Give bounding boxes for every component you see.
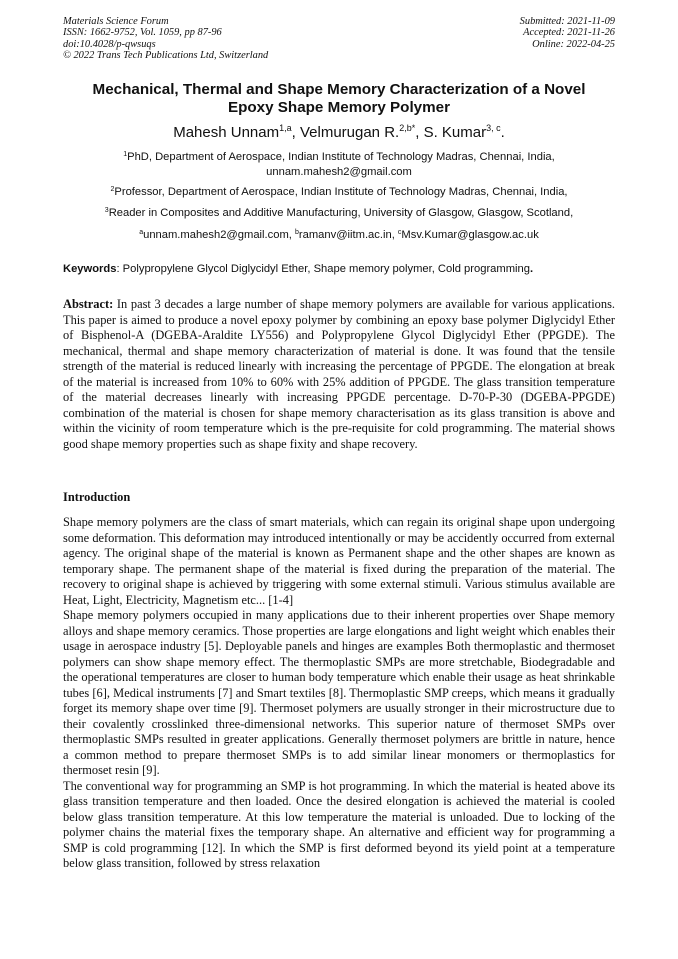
author-name: S. Kumar [423,124,487,141]
title-line-2: Epoxy Shape Memory Polymer [228,99,450,116]
email-link[interactable]: ramanv@iitm.ac.in, [298,229,398,241]
introduction-body [63,515,615,872]
affiliation-number: 3 [104,207,109,214]
journal-name: Materials Science Forum [63,16,169,27]
paragraph: The conventional way for programming an SMP is hot programming. In which the material is heated above its glass transition temperature and then loaded. Once the desired elongation is achieved the material is cooled below glass transition temperature. At this low temperature the material is unloaded. Due to locking of the polymer chains the material fixes the temporary shape. An alternative and efficient way for programming a SMP is cold programming [12]. In which the SMP is first deformed beyond its yield point at a temperature below glass transition, followed by stress relaxation [63,778,615,870]
submission-dates [520,16,615,50]
author-separator: . [500,124,505,141]
email-list [63,228,615,243]
email-label: c [397,229,402,236]
affiliation-email[interactable]: unnam.mahesh2@gmail.com [266,166,412,178]
copyright-line: © 2022 Trans Tech Publications Ltd, Switzerland [63,50,269,62]
doi-line[interactable]: doi:10.4028/p-qwsuqs [63,38,156,50]
affiliation-1 [63,150,615,180]
affiliation-text: PhD, Department of Aerospace, Indian Institute of Technology Madras, Chennai, India, [127,151,555,163]
issn-line: ISSN: 1662-9752, Vol. 1059, pp 87-96 [63,27,222,39]
author-list [63,124,615,142]
accepted-date: Accepted: 2021-11-26 [523,27,615,39]
section-heading-introduction: Introduction [63,490,131,504]
author-name: Mahesh Unnam [173,124,280,141]
paragraph: Shape memory polymers occupied in many applications due to their inherent properties over Shape memory alloys and shape memory ceramics. Those properties are large elongations and light weight which enables their usage in aerospace industry [5]. Deployable panels and hinges are examples Both thermoplastic and thermoset polymers can show shape memory effect. The thermoplastic SMPs are more stretchable, Biodegradable and the operational temperatures are closer to human body temperature which enable their usage as heat shrinkable tubes [6], Medical instruments [7] and Smart textiles [8]. Thermoplastic SMP creeps, which means it gradually forget its memory shape over time [9]. Thermoset polymers are usually stronger in their microstructure due to their covalently crosslinked three-dimensional networks. This superior nature of thermoset SMPs over thermoplastic SMPs resulted in greater applications. Generally thermoset polymers are brittle in nature, hence a common method to prepare thermoset SMPs is to add similar linear monomers or thermoplastics for thermoset resin [9]. [63,608,615,777]
journal-info [63,16,268,62]
title-line-1: Mechanical, Thermal and Shape Memory Characterization of a Novel [92,81,586,98]
affiliation-text: Professor, Department of Aerospace, Indian Institute of Technology Madras, Chennai, India, [114,186,568,198]
author-superscript: 2,b* [399,123,416,133]
author-superscript: 3, c [486,123,501,133]
paper-title [63,81,615,117]
author-superscript: 1,a [279,123,292,133]
submitted-date: Submitted: 2021-11-09 [519,16,615,27]
keywords-text: : Polypropylene Glycol Diglycidyl Ether, Shape memory polymer, Cold programming [116,263,530,275]
author-separator: , [415,124,424,141]
email-link[interactable]: unnam.mahesh2@gmail.com, [143,229,295,241]
email-label: a [139,229,144,236]
abstract-text: In past 3 decades a large number of shape memory polymers are available for various applications. This paper is aimed to produce a novel epoxy polymer by combining an epoxy base polymer Diglycidyl Ether of Bisphenol-A (DGEBA-Araldite LY556) and Polypropylene Glycol Diglycidyl Ether (PPGDE). The mechanical, thermal and shape memory characterization of material is done. It was found that the tensile strength of the material is reduced linearly with increasing the percentage of PPGDE. The elongation at break of the material is increased from 10% to 60% with 25% addition of PPGDE. The glass transition temperature of the material decreases linearly with increasing PPGDE percentage. D-70-P-30 (DGEBA-PPGDE) combination of the material is chosen for shape memory characterisation as its glass transition is above and within the vicinity of room temperature which is the pre-requisite for cold programming. The material shows good shape memory properties such as shape fixity and shape recovery. [63,297,615,451]
author-separator: , [291,124,300,141]
abstract-label: Abstract: [63,297,114,311]
paragraph: Shape memory polymers are the class of smart materials, which can regain its original shape upon undergoing some deformation. This deformation may introduced intentionally or may be accidently occurred from external agency. The original shape of the material is known as Permanent shape and the other shapes are known as temporary shape. The permanent shape of the material is fixed during the preparation of the material. The recovery to original shape is achieved by triggering with some external stimuli. Various stimulus available are Heat, Light, Electricity, Magnetism etc... [1-4] [63,515,615,607]
keywords-end: . [529,263,534,275]
online-date: Online: 2022-04-25 [532,38,615,50]
email-link[interactable]: Msv.Kumar@glasgow.ac.uk [401,229,539,241]
keywords-line [63,262,615,277]
keywords-label: Keywords [63,263,117,275]
affiliation-number: 2 [110,186,115,193]
affiliation-2 [63,185,615,200]
author-name: Velmurugan R. [299,124,400,141]
affiliation-text: Reader in Composites and Additive Manufacturing, University of Glasgow, Glasgow, Scotland, [108,207,574,219]
abstract-block [63,297,615,452]
affiliation-number: 1 [123,151,128,158]
email-label: b [294,229,299,236]
affiliation-3 [63,206,615,221]
